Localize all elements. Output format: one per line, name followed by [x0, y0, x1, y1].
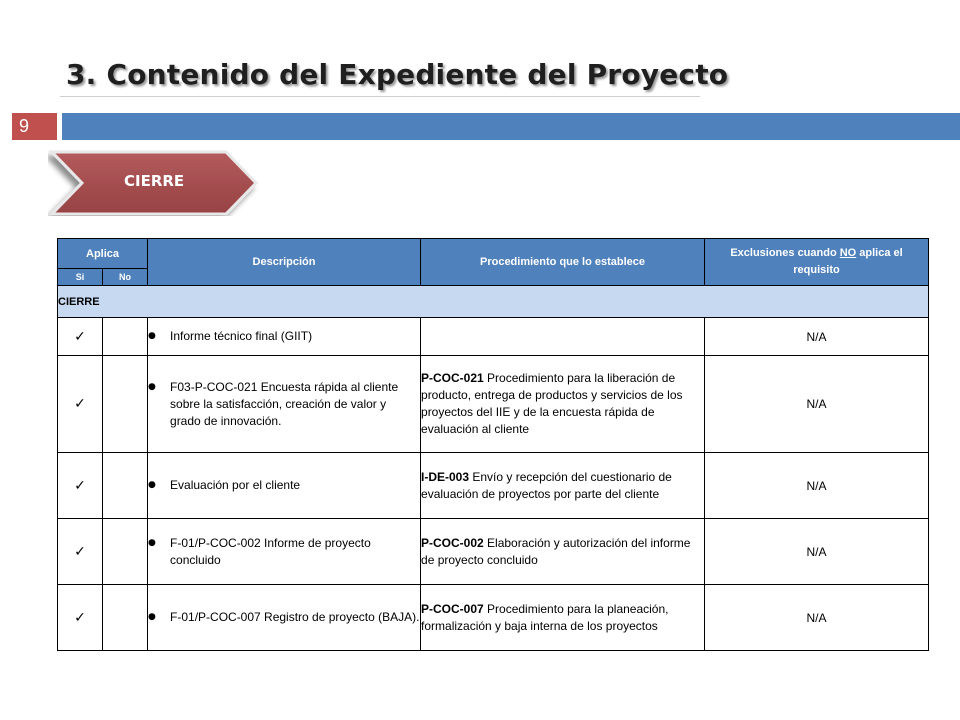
procedure-cell — [421, 585, 705, 651]
description-text: F-01/P-COC-002 Informe de proyecto concluido — [170, 535, 371, 567]
description-cell — [148, 519, 421, 585]
table-row — [58, 356, 929, 453]
description-text: F03-P-COC-021 Encuesta rápida al cliente sobre la satisfacción, creación de valor y grado de innovación. — [170, 379, 399, 428]
header-no: No — [103, 269, 148, 286]
table-row — [58, 453, 929, 519]
exclusion-cell: N/A — [705, 585, 929, 651]
bullet-dot-icon: ● — [148, 480, 156, 490]
page-box-edge — [0, 113, 12, 140]
procedure-cell — [421, 318, 705, 356]
title-divider — [60, 96, 700, 97]
requirements-table — [57, 238, 929, 651]
header-aplica: Aplica — [58, 239, 148, 269]
header-exclusiones — [705, 239, 929, 286]
table-row — [58, 519, 929, 585]
description-text: Evaluación por el cliente — [170, 478, 301, 492]
header-exclusiones-post: aplica el requisito — [793, 247, 903, 276]
check-mark-icon: ✓ — [58, 585, 103, 651]
no-cell — [103, 318, 148, 356]
exclusion-cell: N/A — [705, 519, 929, 585]
section-tag-label: CIERRE — [124, 172, 185, 190]
description-cell — [148, 356, 421, 453]
procedure-text: Envío y recepción del cuestionario de evaluación de proyectos por parte del cliente — [421, 469, 672, 501]
procedure-cell — [421, 356, 705, 453]
exclusion-cell: N/A — [705, 318, 929, 356]
page-number: 9 — [13, 113, 35, 140]
slide-title: 3. Contenido del Expediente del Proyecto — [66, 58, 729, 91]
header-procedimiento: Procedimiento que lo establece — [421, 239, 705, 286]
procedure-text: Elaboración y autorización del informe de proyecto concluido — [421, 535, 691, 567]
bullet-dot-icon: ● — [148, 537, 156, 548]
description-text: F-01/P-COC-007 Registro de proyecto (BAJA). — [170, 610, 420, 624]
check-mark-icon: ✓ — [58, 519, 103, 585]
section-row-cierre: CIERRE — [58, 286, 929, 318]
procedure-code: I-DE-003 — [421, 469, 470, 484]
header-si: Si — [58, 269, 103, 286]
no-cell — [103, 356, 148, 453]
bullet-dot-icon: ● — [148, 381, 156, 392]
check-mark-icon: ✓ — [58, 318, 103, 356]
procedure-code: P-COC-002 — [421, 535, 484, 550]
procedure-text: Procedimiento para la liberación de producto, entrega de productos y servicios de los proyectos del IIE y de la encuesta rápida de evaluación al cliente — [421, 371, 683, 436]
procedure-cell — [421, 519, 705, 585]
no-cell — [103, 585, 148, 651]
description-cell — [148, 453, 421, 519]
header-exclusiones-no: NO — [839, 247, 857, 259]
check-mark-icon: ✓ — [58, 453, 103, 519]
procedure-text: Procedimiento para la planeación, formalización y baja interna de los proyectos — [421, 601, 669, 633]
table-row — [58, 585, 929, 651]
no-cell — [103, 453, 148, 519]
description-text: Informe técnico final (GIIT) — [170, 329, 313, 343]
description-cell — [148, 585, 421, 651]
procedure-code: P-COC-021 — [421, 371, 484, 385]
header-exclusiones-pre: Exclusiones cuando — [730, 247, 840, 259]
procedure-cell — [421, 453, 705, 519]
procedure-code: P-COC-007 — [421, 601, 484, 616]
header-bar — [62, 113, 960, 140]
no-cell — [103, 519, 148, 585]
exclusion-cell: N/A — [705, 356, 929, 453]
exclusion-cell: N/A — [705, 453, 929, 519]
check-mark-icon: ✓ — [58, 356, 103, 453]
table-row — [58, 318, 929, 356]
header-descripcion: Descripción — [148, 239, 421, 286]
bullet-dot-icon: ● — [148, 612, 156, 622]
description-cell — [148, 318, 421, 356]
bullet-dot-icon: ● — [148, 331, 156, 341]
